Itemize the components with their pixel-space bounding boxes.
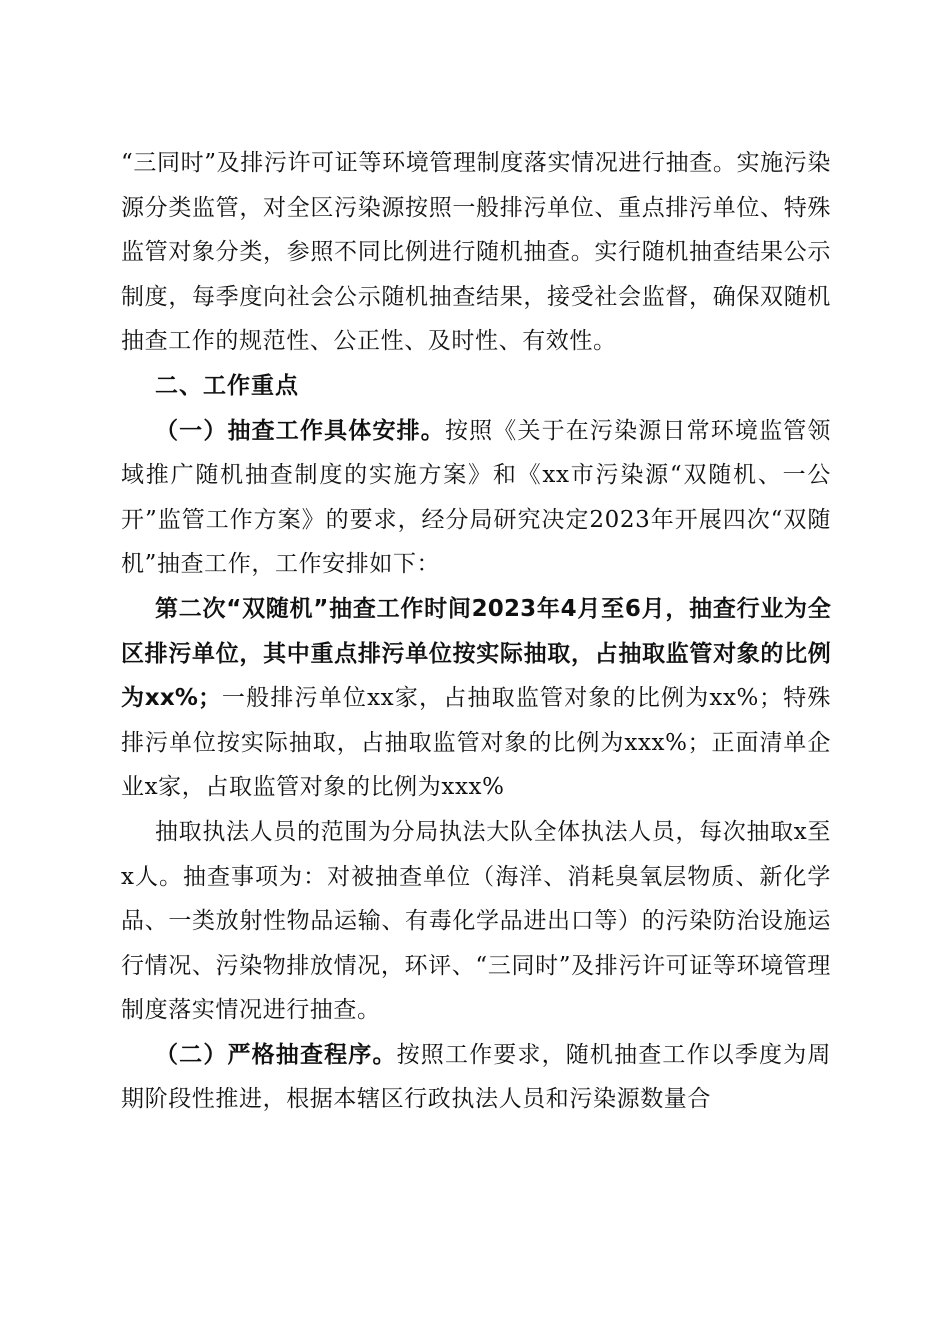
- paragraph-inspection-arrangement: [121, 409, 831, 587]
- document-body: [121, 141, 831, 1122]
- paragraph-second-inspection: [121, 587, 831, 810]
- paragraph-text: “三同时”及排污许可证等环境管理制度落实情况进行抽查。实施污染源分类监管，对全区污染源按照一般排污单位、重点排污单位、特殊监管对象分类，参照不同比例进行随机抽查。实行随机抽查结果公示制度，每季度向社会公示随机抽查结果，接受社会监督，确保双随机抽查工作的规范性、公正性、及时性、有效性。: [121, 150, 831, 355]
- paragraph-inspection-scope: [121, 141, 831, 364]
- paragraph-strict-procedure: [121, 1033, 831, 1122]
- paragraph-text: 抽取执法人员的范围为分局执法大队全体执法人员，每次抽取x至x人。抽查事项为：对被抽查单位（海洋、消耗臭氧层物质、新化学品、一类放射性物品运输、有毒化学品进出口等）的污染防治设施运行情况、污染物排放情况，环评、“三同时”及排污许可证等环境管理制度落实情况进行抽查。: [121, 818, 831, 1024]
- subheading-lead: （一）抽查工作具体安排。: [155, 416, 445, 444]
- paragraph-text: 按照工作要求，随机抽查工作以季度为周期阶段性推进，根据本辖区行政执法人员和污染源数量合: [121, 1041, 831, 1113]
- section-heading-work-focus: [121, 364, 831, 409]
- paragraph-text: 一般排污单位xx家，占抽取监管对象的比例为xx%；特殊排污单位按实际抽取，占抽取监管对象的比例为xxx%；正面清单企业x家，占取监管对象的比例为xxx%: [121, 685, 831, 801]
- paragraph-bold-text: 第二次“双随机”抽查工作时间2023年4月至6月，抽查行业为全区排污单位，其中重点排污单位按实际抽取，占抽取监管对象的比例为xx%；: [121, 595, 831, 712]
- heading-text: 二、工作重点: [155, 372, 299, 399]
- paragraph-text: 按照《关于在污染源日常环境监管领域推广随机抽查制度的实施方案》和《xx市污染源“双随机、一公开”监管工作方案》的要求，经分局研究决定2023年开展四次“双随机”抽查工作，工作安排如下：: [121, 417, 831, 578]
- subheading-lead: （二）严格抽查程序。: [155, 1040, 397, 1068]
- paragraph-enforcement-personnel: [121, 810, 831, 1033]
